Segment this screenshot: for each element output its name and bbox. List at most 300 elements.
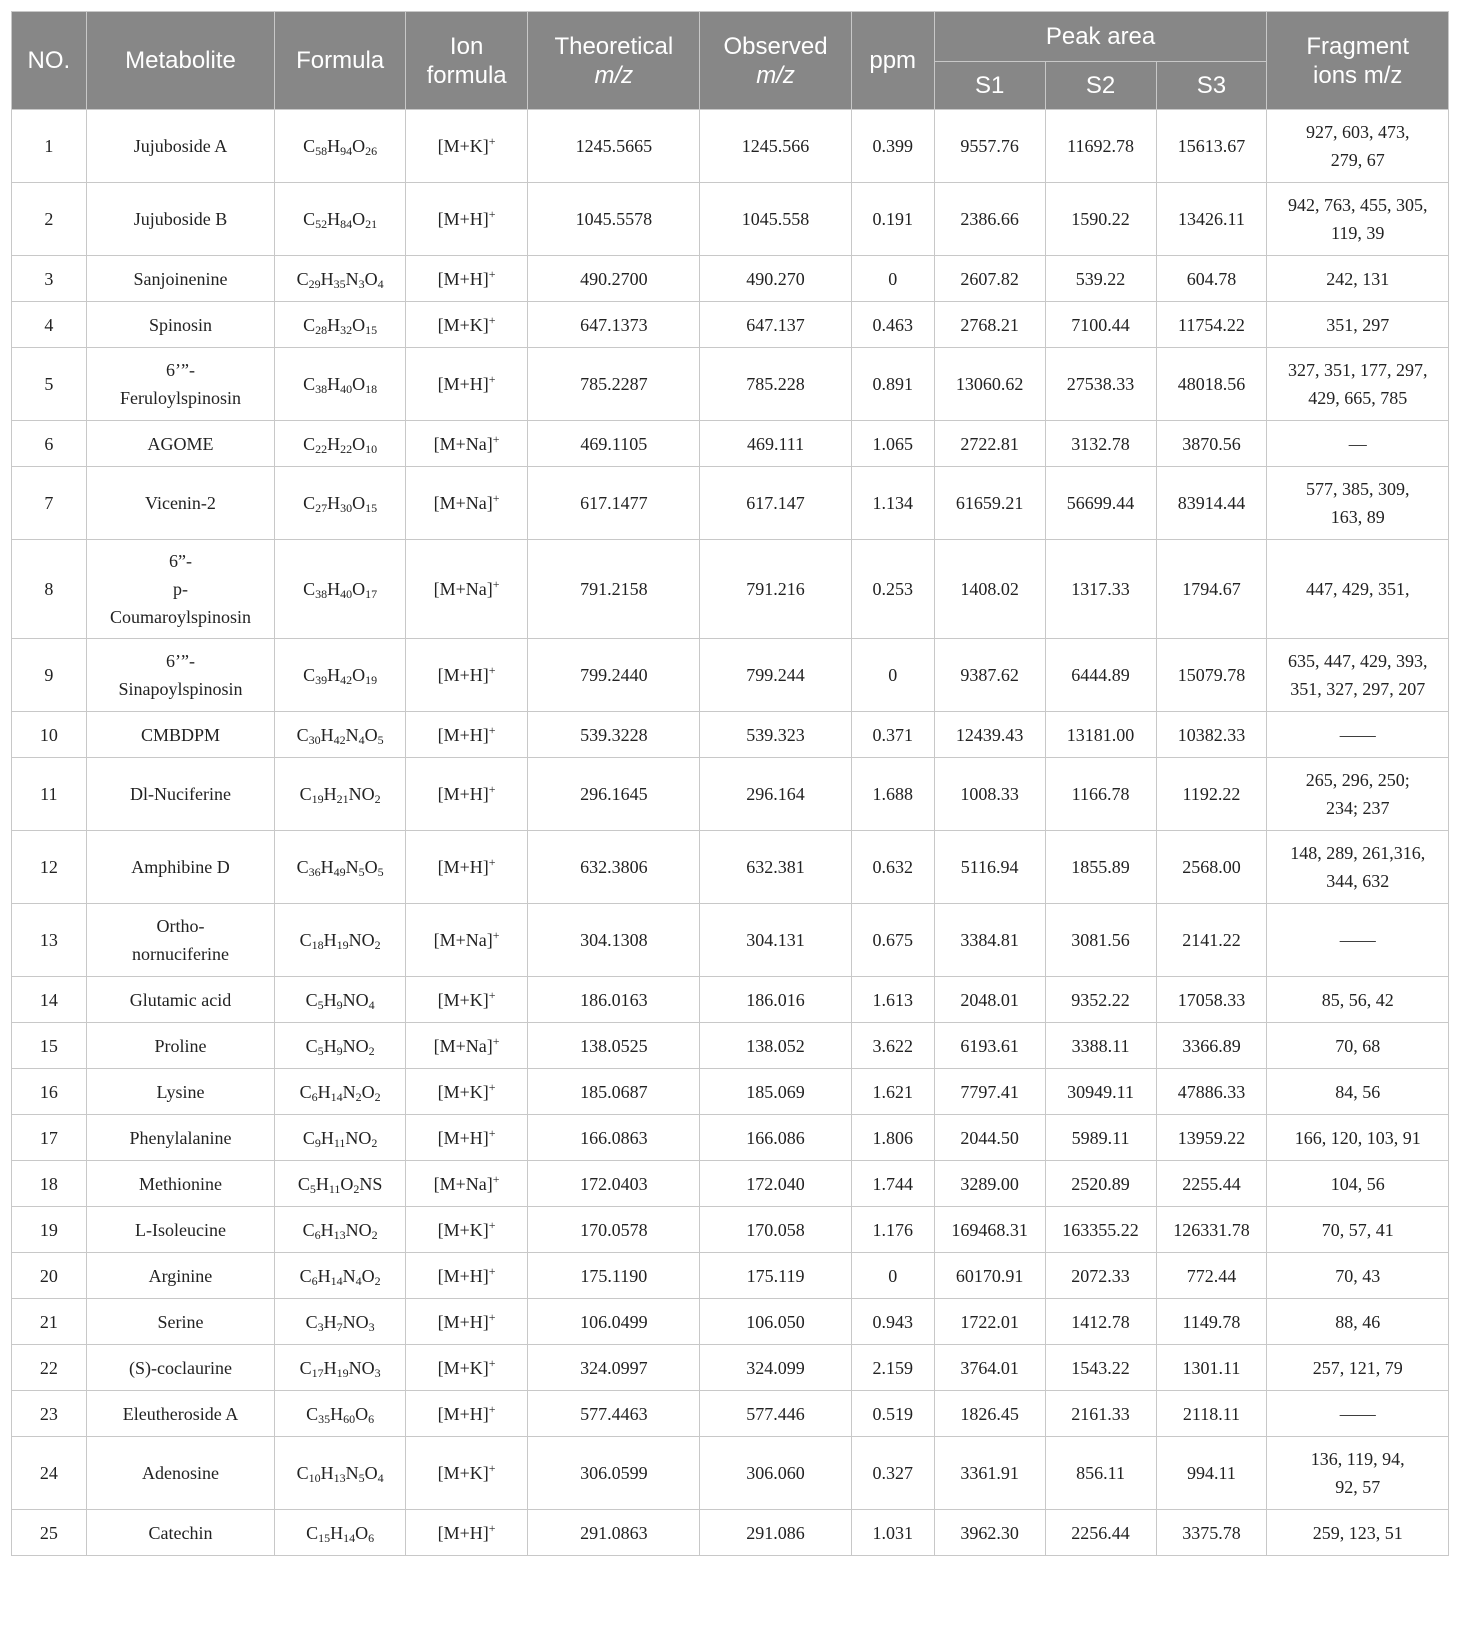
cell-formula: $C_3H_7NO_3$: [275, 1299, 406, 1345]
cell-formula: $C_{15}H_{14}O_6$: [275, 1510, 406, 1556]
cell-ppm: 0: [851, 1253, 934, 1299]
cell-peak-s3: 11754.22: [1156, 302, 1267, 348]
cell-ion-formula: [M+K]+: [405, 977, 527, 1023]
cell-fragment-ions: 927, 603, 473, 279, 67: [1267, 110, 1449, 183]
header-s1: S1: [934, 62, 1045, 110]
cell-peak-s2: 5989.11: [1045, 1115, 1156, 1161]
cell-observed-mz: 306.060: [700, 1437, 851, 1510]
cell-ion-formula: [M+H]+: [405, 1115, 527, 1161]
cell-observed-mz: 469.111: [700, 421, 851, 467]
cell-metabolite: Proline: [86, 1023, 275, 1069]
table-row: [12, 1023, 1449, 1069]
cell-ion-formula: [M+Na]+: [405, 540, 527, 639]
table-row: [12, 421, 1449, 467]
cell-ion-formula: [M+Na]+: [405, 1161, 527, 1207]
cell-peak-s3: 13426.11: [1156, 183, 1267, 256]
table-row: [12, 540, 1449, 639]
cell-peak-s2: 1166.78: [1045, 758, 1156, 831]
cell-formula: $C_5H_9NO_2$: [275, 1023, 406, 1069]
header-formula: Formula: [275, 12, 406, 110]
cell-theoretical-mz: 324.0997: [528, 1345, 700, 1391]
cell-no: 1: [12, 110, 87, 183]
cell-formula: $C_{35}H_{60}O_6$: [275, 1391, 406, 1437]
table-row: [12, 1299, 1449, 1345]
cell-formula: $C_{39}H_{42}O_{19}$: [275, 639, 406, 712]
header-metabolite: Metabolite: [86, 12, 275, 110]
cell-ion-formula: [M+H]+: [405, 1391, 527, 1437]
cell-formula: $C_{38}H_{40}O_{18}$: [275, 348, 406, 421]
cell-observed-mz: 799.244: [700, 639, 851, 712]
table-row: [12, 712, 1449, 758]
cell-no: 17: [12, 1115, 87, 1161]
cell-observed-mz: 647.137: [700, 302, 851, 348]
cell-peak-s1: 1722.01: [934, 1299, 1045, 1345]
cell-ion-formula: [M+K]+: [405, 302, 527, 348]
cell-fragment-ions: 104, 56: [1267, 1161, 1449, 1207]
cell-metabolite: Lysine: [86, 1069, 275, 1115]
cell-ppm: 1.613: [851, 977, 934, 1023]
table-row: [12, 1391, 1449, 1437]
cell-metabolite: 6’”- Sinapoylspinosin: [86, 639, 275, 712]
cell-theoretical-mz: 138.0525: [528, 1023, 700, 1069]
cell-peak-s2: 163355.22: [1045, 1207, 1156, 1253]
cell-ion-formula: [M+K]+: [405, 1069, 527, 1115]
cell-no: 7: [12, 467, 87, 540]
cell-observed-mz: 185.069: [700, 1069, 851, 1115]
cell-ion-formula: [M+Na]+: [405, 421, 527, 467]
cell-peak-s3: 10382.33: [1156, 712, 1267, 758]
cell-no: 12: [12, 831, 87, 904]
cell-fragment-ions: 447, 429, 351,: [1267, 540, 1449, 639]
cell-observed-mz: 106.050: [700, 1299, 851, 1345]
cell-formula: $C_{58}H_{94}O_{26}$: [275, 110, 406, 183]
cell-observed-mz: 296.164: [700, 758, 851, 831]
cell-no: 20: [12, 1253, 87, 1299]
cell-peak-s3: 15079.78: [1156, 639, 1267, 712]
cell-ion-formula: [M+K]+: [405, 1437, 527, 1510]
table-row: [12, 348, 1449, 421]
cell-peak-s2: 2161.33: [1045, 1391, 1156, 1437]
metabolite-table: [11, 11, 1449, 1556]
cell-ion-formula: [M+H]+: [405, 831, 527, 904]
cell-ion-formula: [M+H]+: [405, 639, 527, 712]
cell-no: 24: [12, 1437, 87, 1510]
cell-no: 23: [12, 1391, 87, 1437]
table-row: [12, 977, 1449, 1023]
cell-peak-s1: 1826.45: [934, 1391, 1045, 1437]
cell-observed-mz: 138.052: [700, 1023, 851, 1069]
cell-peak-s1: 3764.01: [934, 1345, 1045, 1391]
cell-no: 22: [12, 1345, 87, 1391]
cell-ppm: 0: [851, 639, 934, 712]
cell-theoretical-mz: 577.4463: [528, 1391, 700, 1437]
cell-ppm: 0.399: [851, 110, 934, 183]
cell-observed-mz: 785.228: [700, 348, 851, 421]
cell-peak-s1: 7797.41: [934, 1069, 1045, 1115]
cell-peak-s1: 2607.82: [934, 256, 1045, 302]
cell-peak-s1: 61659.21: [934, 467, 1045, 540]
cell-theoretical-mz: 469.1105: [528, 421, 700, 467]
cell-formula: $C_{17}H_{19}NO_3$: [275, 1345, 406, 1391]
cell-peak-s2: 1855.89: [1045, 831, 1156, 904]
cell-metabolite: Vicenin-2: [86, 467, 275, 540]
cell-ion-formula: [M+K]+: [405, 110, 527, 183]
cell-ion-formula: [M+H]+: [405, 256, 527, 302]
cell-theoretical-mz: 791.2158: [528, 540, 700, 639]
cell-peak-s1: 9387.62: [934, 639, 1045, 712]
cell-theoretical-mz: 172.0403: [528, 1161, 700, 1207]
cell-formula: $C_{18}H_{19}NO_2$: [275, 904, 406, 977]
cell-theoretical-mz: 539.3228: [528, 712, 700, 758]
cell-peak-s3: 48018.56: [1156, 348, 1267, 421]
cell-formula: $C_{30}H_{42}N_4O_5$: [275, 712, 406, 758]
cell-peak-s3: 13959.22: [1156, 1115, 1267, 1161]
metabolite-table-container: [11, 11, 1449, 1556]
cell-no: 2: [12, 183, 87, 256]
header-peak-area: Peak area: [934, 12, 1267, 62]
cell-metabolite: Ortho- nornuciferine: [86, 904, 275, 977]
cell-ppm: 3.622: [851, 1023, 934, 1069]
cell-peak-s1: 3384.81: [934, 904, 1045, 977]
cell-observed-mz: 1045.558: [700, 183, 851, 256]
cell-peak-s2: 7100.44: [1045, 302, 1156, 348]
cell-fragment-ions: 148, 289, 261,316, 344, 632: [1267, 831, 1449, 904]
cell-metabolite: Phenylalanine: [86, 1115, 275, 1161]
cell-observed-mz: 172.040: [700, 1161, 851, 1207]
cell-peak-s2: 856.11: [1045, 1437, 1156, 1510]
cell-peak-s2: 1590.22: [1045, 183, 1156, 256]
cell-peak-s2: 11692.78: [1045, 110, 1156, 183]
cell-metabolite: Catechin: [86, 1510, 275, 1556]
cell-formula: $C_{10}H_{13}N_5O_4$: [275, 1437, 406, 1510]
cell-observed-mz: 1245.566: [700, 110, 851, 183]
cell-theoretical-mz: 166.0863: [528, 1115, 700, 1161]
cell-ion-formula: [M+H]+: [405, 758, 527, 831]
cell-ion-formula: [M+H]+: [405, 1299, 527, 1345]
cell-metabolite: Glutamic acid: [86, 977, 275, 1023]
cell-observed-mz: 324.099: [700, 1345, 851, 1391]
cell-no: 13: [12, 904, 87, 977]
cell-ion-formula: [M+H]+: [405, 348, 527, 421]
cell-peak-s2: 2072.33: [1045, 1253, 1156, 1299]
cell-no: 16: [12, 1069, 87, 1115]
cell-peak-s1: 3962.30: [934, 1510, 1045, 1556]
header-theoretical-mz: Theoretical m/z: [528, 12, 700, 110]
cell-peak-s3: 2141.22: [1156, 904, 1267, 977]
cell-ion-formula: [M+Na]+: [405, 467, 527, 540]
cell-observed-mz: 186.016: [700, 977, 851, 1023]
cell-peak-s2: 3081.56: [1045, 904, 1156, 977]
cell-peak-s2: 9352.22: [1045, 977, 1156, 1023]
cell-ppm: 0.253: [851, 540, 934, 639]
cell-fragment-ions: —: [1267, 421, 1449, 467]
cell-peak-s2: 2520.89: [1045, 1161, 1156, 1207]
cell-ion-formula: [M+K]+: [405, 1207, 527, 1253]
cell-peak-s3: 994.11: [1156, 1437, 1267, 1510]
cell-formula: $C_{27}H_{30}O_{15}$: [275, 467, 406, 540]
table-row: [12, 758, 1449, 831]
cell-peak-s1: 9557.76: [934, 110, 1045, 183]
table-row: [12, 1115, 1449, 1161]
cell-metabolite: (S)-coclaurine: [86, 1345, 275, 1391]
cell-theoretical-mz: 296.1645: [528, 758, 700, 831]
cell-no: 6: [12, 421, 87, 467]
cell-observed-mz: 166.086: [700, 1115, 851, 1161]
cell-peak-s1: 13060.62: [934, 348, 1045, 421]
cell-theoretical-mz: 186.0163: [528, 977, 700, 1023]
header-fragment-ions: Fragment ions m/z: [1267, 12, 1449, 110]
cell-formula: $C_6H_{14}N_4O_2$: [275, 1253, 406, 1299]
cell-ppm: 1.065: [851, 421, 934, 467]
cell-no: 14: [12, 977, 87, 1023]
cell-peak-s3: 126331.78: [1156, 1207, 1267, 1253]
cell-metabolite: CMBDPM: [86, 712, 275, 758]
cell-peak-s1: 1408.02: [934, 540, 1045, 639]
cell-ppm: 1.688: [851, 758, 934, 831]
header-ppm: ppm: [851, 12, 934, 110]
table-row: [12, 1345, 1449, 1391]
cell-ion-formula: [M+Na]+: [405, 1023, 527, 1069]
cell-theoretical-mz: 632.3806: [528, 831, 700, 904]
cell-fragment-ions: 136, 119, 94, 92, 57: [1267, 1437, 1449, 1510]
cell-peak-s1: 2768.21: [934, 302, 1045, 348]
cell-formula: $C_{19}H_{21}NO_2$: [275, 758, 406, 831]
cell-formula: $C_6H_{14}N_2O_2$: [275, 1069, 406, 1115]
cell-ion-formula: [M+H]+: [405, 1253, 527, 1299]
cell-theoretical-mz: 785.2287: [528, 348, 700, 421]
cell-peak-s2: 1317.33: [1045, 540, 1156, 639]
cell-observed-mz: 791.216: [700, 540, 851, 639]
cell-peak-s1: 2386.66: [934, 183, 1045, 256]
cell-fragment-ions: 327, 351, 177, 297, 429, 665, 785: [1267, 348, 1449, 421]
cell-peak-s3: 2118.11: [1156, 1391, 1267, 1437]
cell-theoretical-mz: 799.2440: [528, 639, 700, 712]
cell-formula: $C_{52}H_{84}O_{21}$: [275, 183, 406, 256]
cell-no: 21: [12, 1299, 87, 1345]
cell-metabolite: AGOME: [86, 421, 275, 467]
cell-no: 5: [12, 348, 87, 421]
cell-metabolite: Spinosin: [86, 302, 275, 348]
cell-metabolite: Amphibine D: [86, 831, 275, 904]
cell-peak-s3: 604.78: [1156, 256, 1267, 302]
cell-ion-formula: [M+Na]+: [405, 904, 527, 977]
cell-peak-s2: 3388.11: [1045, 1023, 1156, 1069]
header-ion-formula: Ion formula: [405, 12, 527, 110]
cell-theoretical-mz: 304.1308: [528, 904, 700, 977]
cell-metabolite: Adenosine: [86, 1437, 275, 1510]
cell-observed-mz: 170.058: [700, 1207, 851, 1253]
cell-ppm: 2.159: [851, 1345, 934, 1391]
cell-fragment-ions: ——: [1267, 904, 1449, 977]
cell-observed-mz: 617.147: [700, 467, 851, 540]
cell-peak-s3: 3375.78: [1156, 1510, 1267, 1556]
cell-metabolite: Eleutheroside A: [86, 1391, 275, 1437]
cell-peak-s3: 3870.56: [1156, 421, 1267, 467]
cell-theoretical-mz: 1245.5665: [528, 110, 700, 183]
cell-formula: $C_5H_9NO_4$: [275, 977, 406, 1023]
cell-no: 15: [12, 1023, 87, 1069]
cell-peak-s3: 47886.33: [1156, 1069, 1267, 1115]
cell-observed-mz: 490.270: [700, 256, 851, 302]
cell-formula: $C_5H_{11}O_2NS$: [275, 1161, 406, 1207]
cell-no: 9: [12, 639, 87, 712]
cell-ppm: 1.806: [851, 1115, 934, 1161]
cell-peak-s3: 2255.44: [1156, 1161, 1267, 1207]
cell-ppm: 0.463: [851, 302, 934, 348]
cell-ion-formula: [M+K]+: [405, 1345, 527, 1391]
table-row: [12, 183, 1449, 256]
cell-peak-s1: 3361.91: [934, 1437, 1045, 1510]
cell-ppm: 0.371: [851, 712, 934, 758]
cell-peak-s3: 17058.33: [1156, 977, 1267, 1023]
cell-no: 18: [12, 1161, 87, 1207]
cell-metabolite: Jujuboside B: [86, 183, 275, 256]
cell-peak-s3: 772.44: [1156, 1253, 1267, 1299]
table-row: [12, 302, 1449, 348]
cell-formula: $C_{36}H_{49}N_5O_5$: [275, 831, 406, 904]
cell-peak-s3: 1794.67: [1156, 540, 1267, 639]
table-row: [12, 1207, 1449, 1253]
cell-fragment-ions: 242, 131: [1267, 256, 1449, 302]
cell-metabolite: 6”- p- Coumaroylspinosin: [86, 540, 275, 639]
cell-ppm: 0: [851, 256, 934, 302]
cell-no: 8: [12, 540, 87, 639]
cell-peak-s3: 83914.44: [1156, 467, 1267, 540]
cell-peak-s1: 5116.94: [934, 831, 1045, 904]
cell-peak-s2: 27538.33: [1045, 348, 1156, 421]
table-row: [12, 1069, 1449, 1115]
table-header: [12, 12, 1449, 110]
cell-peak-s2: 1543.22: [1045, 1345, 1156, 1391]
table-row: [12, 110, 1449, 183]
cell-peak-s2: 30949.11: [1045, 1069, 1156, 1115]
cell-theoretical-mz: 106.0499: [528, 1299, 700, 1345]
cell-peak-s3: 15613.67: [1156, 110, 1267, 183]
cell-observed-mz: 577.446: [700, 1391, 851, 1437]
cell-ppm: 0.943: [851, 1299, 934, 1345]
cell-theoretical-mz: 490.2700: [528, 256, 700, 302]
cell-peak-s1: 2722.81: [934, 421, 1045, 467]
cell-peak-s2: 6444.89: [1045, 639, 1156, 712]
cell-formula: $C_{38}H_{40}O_{17}$: [275, 540, 406, 639]
table-row: [12, 1510, 1449, 1556]
cell-peak-s2: 2256.44: [1045, 1510, 1156, 1556]
cell-fragment-ions: 942, 763, 455, 305, 119, 39: [1267, 183, 1449, 256]
cell-observed-mz: 539.323: [700, 712, 851, 758]
cell-metabolite: Methionine: [86, 1161, 275, 1207]
cell-fragment-ions: 70, 57, 41: [1267, 1207, 1449, 1253]
cell-peak-s2: 56699.44: [1045, 467, 1156, 540]
cell-formula: $C_{28}H_{32}O_{15}$: [275, 302, 406, 348]
cell-peak-s3: 2568.00: [1156, 831, 1267, 904]
cell-metabolite: Dl-Nuciferine: [86, 758, 275, 831]
cell-peak-s2: 13181.00: [1045, 712, 1156, 758]
header-observed-mz: Observed m/z: [700, 12, 851, 110]
cell-theoretical-mz: 617.1477: [528, 467, 700, 540]
table-row: [12, 467, 1449, 540]
cell-fragment-ions: 265, 296, 250; 234; 237: [1267, 758, 1449, 831]
cell-observed-mz: 175.119: [700, 1253, 851, 1299]
cell-fragment-ions: 257, 121, 79: [1267, 1345, 1449, 1391]
cell-theoretical-mz: 306.0599: [528, 1437, 700, 1510]
cell-peak-s1: 2048.01: [934, 977, 1045, 1023]
cell-fragment-ions: 70, 68: [1267, 1023, 1449, 1069]
cell-fragment-ions: 84, 56: [1267, 1069, 1449, 1115]
cell-theoretical-mz: 647.1373: [528, 302, 700, 348]
cell-formula: $C_6H_{13}NO_2$: [275, 1207, 406, 1253]
cell-metabolite: Sanjoinenine: [86, 256, 275, 302]
cell-peak-s1: 2044.50: [934, 1115, 1045, 1161]
cell-peak-s1: 169468.31: [934, 1207, 1045, 1253]
cell-ion-formula: [M+H]+: [405, 183, 527, 256]
cell-peak-s1: 60170.91: [934, 1253, 1045, 1299]
cell-observed-mz: 632.381: [700, 831, 851, 904]
cell-peak-s3: 1192.22: [1156, 758, 1267, 831]
cell-ppm: 0.327: [851, 1437, 934, 1510]
cell-metabolite: L-Isoleucine: [86, 1207, 275, 1253]
cell-fragment-ions: 70, 43: [1267, 1253, 1449, 1299]
table-row: [12, 1437, 1449, 1510]
cell-no: 10: [12, 712, 87, 758]
cell-ppm: 1.031: [851, 1510, 934, 1556]
table-row: [12, 904, 1449, 977]
cell-observed-mz: 291.086: [700, 1510, 851, 1556]
cell-no: 4: [12, 302, 87, 348]
cell-metabolite: 6’”- Feruloylspinosin: [86, 348, 275, 421]
header-s3: S3: [1156, 62, 1267, 110]
cell-fragment-ions: 351, 297: [1267, 302, 1449, 348]
header-no: NO.: [12, 12, 87, 110]
cell-ppm: 0.891: [851, 348, 934, 421]
cell-metabolite: Arginine: [86, 1253, 275, 1299]
cell-no: 19: [12, 1207, 87, 1253]
table-row: [12, 831, 1449, 904]
cell-no: 11: [12, 758, 87, 831]
cell-observed-mz: 304.131: [700, 904, 851, 977]
cell-peak-s2: 3132.78: [1045, 421, 1156, 467]
cell-ppm: 1.621: [851, 1069, 934, 1115]
cell-ppm: 0.632: [851, 831, 934, 904]
cell-theoretical-mz: 291.0863: [528, 1510, 700, 1556]
cell-formula: $C_{22}H_{22}O_{10}$: [275, 421, 406, 467]
cell-ppm: 1.744: [851, 1161, 934, 1207]
cell-theoretical-mz: 185.0687: [528, 1069, 700, 1115]
cell-metabolite: Serine: [86, 1299, 275, 1345]
cell-ion-formula: [M+H]+: [405, 712, 527, 758]
cell-fragment-ions: 259, 123, 51: [1267, 1510, 1449, 1556]
cell-peak-s2: 539.22: [1045, 256, 1156, 302]
table-row: [12, 639, 1449, 712]
table-row: [12, 1253, 1449, 1299]
cell-peak-s2: 1412.78: [1045, 1299, 1156, 1345]
cell-ppm: 0.519: [851, 1391, 934, 1437]
cell-fragment-ions: 577, 385, 309, 163, 89: [1267, 467, 1449, 540]
cell-peak-s1: 6193.61: [934, 1023, 1045, 1069]
cell-fragment-ions: 166, 120, 103, 91: [1267, 1115, 1449, 1161]
cell-peak-s1: 1008.33: [934, 758, 1045, 831]
cell-formula: $C_{29}H_{35}N_3O_4$: [275, 256, 406, 302]
cell-metabolite: Jujuboside A: [86, 110, 275, 183]
cell-ppm: 1.176: [851, 1207, 934, 1253]
cell-peak-s1: 3289.00: [934, 1161, 1045, 1207]
header-s2: S2: [1045, 62, 1156, 110]
cell-theoretical-mz: 175.1190: [528, 1253, 700, 1299]
cell-peak-s3: 1149.78: [1156, 1299, 1267, 1345]
cell-fragment-ions: ——: [1267, 1391, 1449, 1437]
cell-ppm: 1.134: [851, 467, 934, 540]
table-row: [12, 1161, 1449, 1207]
cell-fragment-ions: ——: [1267, 712, 1449, 758]
